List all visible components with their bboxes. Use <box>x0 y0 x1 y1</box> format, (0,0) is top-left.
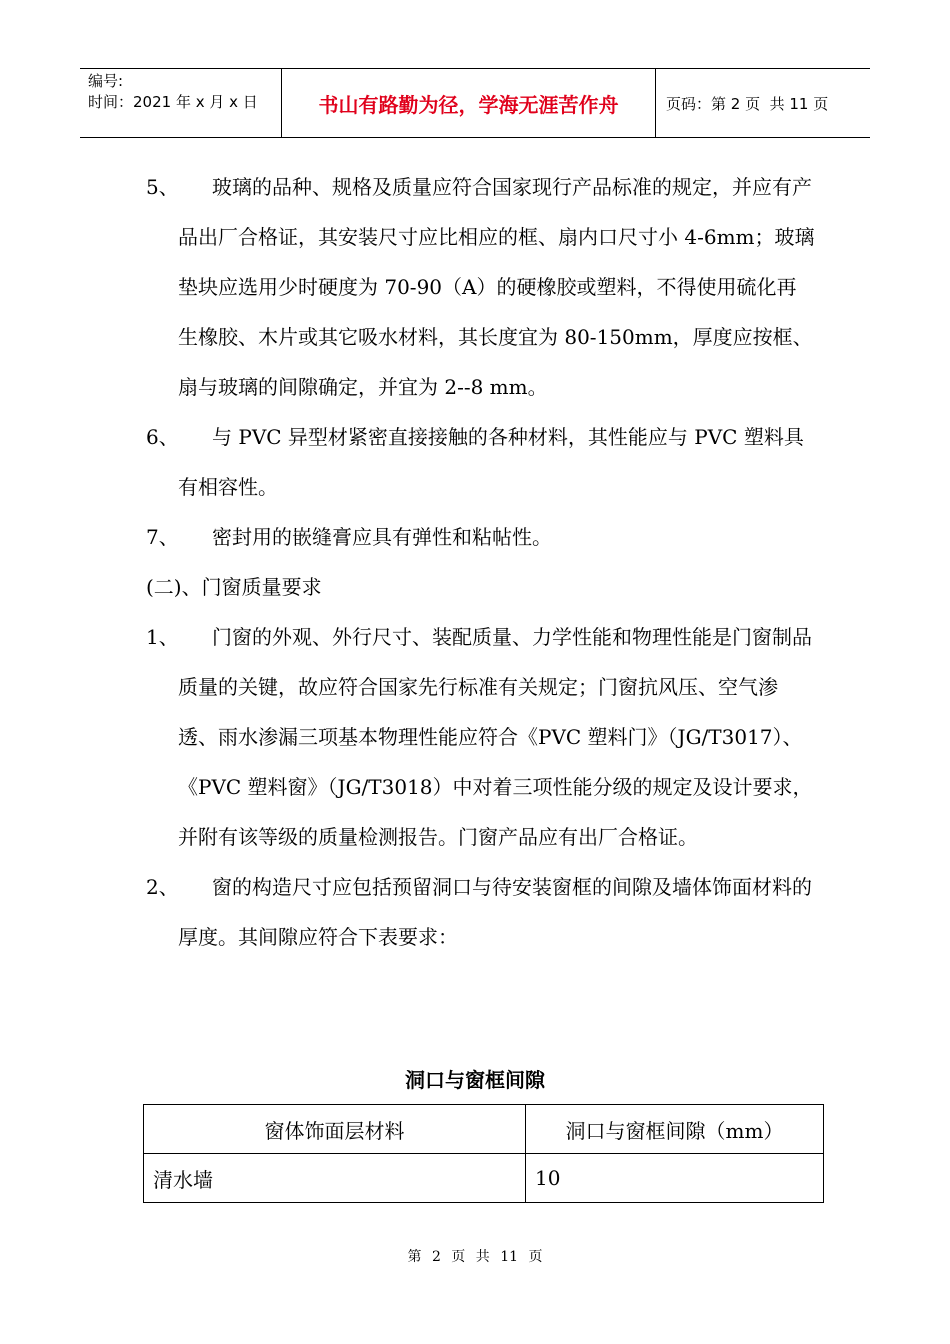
list-item <box>146 162 816 412</box>
list-item <box>146 862 816 962</box>
header-motto-text: 书山有路勤为径，学海无涯苦作舟 <box>318 92 619 117</box>
list-item-text: 窗的构造尺寸应包括预留洞口与待安装窗框的间隙及墙体饰面材料的厚度。其间隙应符合下表要求： <box>178 875 812 949</box>
list-item-number: 2、 <box>146 875 179 899</box>
header-time-label: 时间：2021 年 x 月 x 日 <box>88 93 258 111</box>
table-header-row <box>144 1105 824 1154</box>
list-item-text: 密封用的嵌缝膏应具有弹性和粘帖性。 <box>212 525 552 549</box>
page-footer: 第 2 页 共 11 页 <box>407 1249 543 1265</box>
list-item-number: 6、 <box>146 425 179 449</box>
section-title: (二)、门窗质量要求 <box>146 575 322 599</box>
gap-table <box>143 1104 824 1203</box>
list-item <box>146 412 816 512</box>
list-item-text: 玻璃的品种、规格及质量应符合国家现行产品标准的规定，并应有产品出厂合格证，其安装尺寸应比相应的框、扇内口尺寸小 4-6mm；玻璃垫块应选用少时硬度为 70-90（A）的硬橡胶或塑料，不得使用硫化再生橡胶、木片或其它吸水材料，其长度宜为 80-150mm，厚度应按框、扇与玻璃的间隙确定，并宜为 2--8 mm。 <box>178 175 815 399</box>
table-cell: 10 <box>526 1154 824 1203</box>
document-body <box>146 162 816 962</box>
table-header-cell: 窗体饰面层材料 <box>144 1105 526 1154</box>
table-header-cell: 洞口与窗框间隙（mm） <box>526 1105 824 1154</box>
page-header <box>80 68 870 138</box>
table-cell: 清水墙 <box>144 1154 526 1203</box>
header-number-label: 编号: <box>88 72 124 90</box>
list-item <box>146 612 816 862</box>
list-item <box>146 512 816 562</box>
list-item-text: 与 PVC 异型材紧密直接接触的各种材料，其性能应与 PVC 塑料具有相容性。 <box>178 425 804 499</box>
header-meta <box>80 69 282 137</box>
header-motto <box>282 69 656 137</box>
header-page-info <box>656 69 870 137</box>
list-item-number: 7、 <box>146 525 179 549</box>
list-item-text: 门窗的外观、外行尺寸、装配质量、力学性能和物理性能是门窗制品质量的关键，故应符合国家先行标准有关规定；门窗抗风压、空气渗透、雨水渗漏三项基本物理性能应符合《PVC 塑料门》（JG/T3017）、《PVC 塑料窗》（JG/T3018）中对着三项性能分级的规定及设计要求，并附有该等级的质量检测报告。门窗产品应有出厂合格证。 <box>178 625 813 849</box>
header-page-info-text: 页码：第 2 页 共 11 页 <box>666 94 829 113</box>
table-title: 洞口与窗框间隙 <box>405 1068 545 1092</box>
list-item-number: 1、 <box>146 625 179 649</box>
table-row <box>144 1154 824 1203</box>
list-item-number: 5、 <box>146 175 179 199</box>
